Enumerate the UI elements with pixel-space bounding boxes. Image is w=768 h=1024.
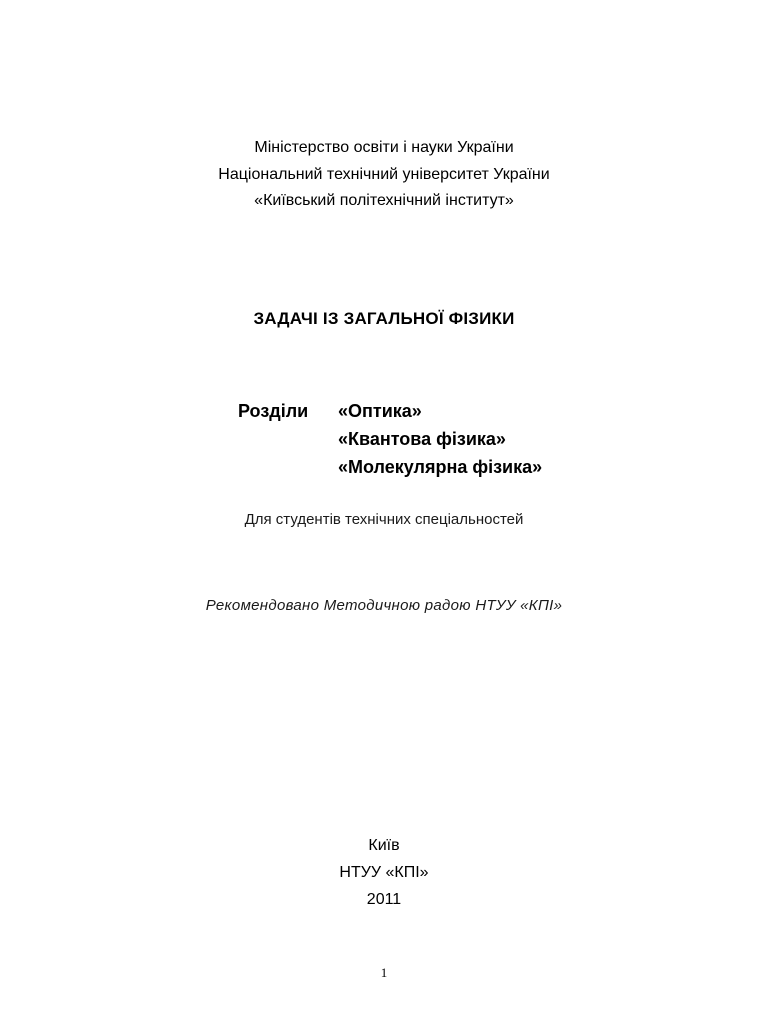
ministry-line: Міністерство освіти і науки України xyxy=(254,139,514,156)
section-item: «Молекулярна фізика» xyxy=(338,457,543,477)
sections-list xyxy=(338,397,542,481)
university-line: Національний технічний університет України xyxy=(218,166,550,183)
section-item: «Квантова фізика» xyxy=(338,429,506,449)
audience-line: Для студентів технічних спеціальностей xyxy=(244,511,524,528)
publisher-line: НТУУ «КПІ» xyxy=(339,864,429,881)
year-line: 2011 xyxy=(366,891,402,908)
page-number: 1 xyxy=(380,965,388,980)
document-title: ЗАДАЧІ ІЗ ЗАГАЛЬНОЇ ФІЗИКИ xyxy=(253,309,515,328)
institute-line: «Київський політехнічний інститут» xyxy=(254,192,514,209)
recommendation-line: Рекомендовано Методичною радою НТУУ «КПІ» xyxy=(205,597,563,614)
city-line: Київ xyxy=(368,837,400,854)
section-item: «Оптика» xyxy=(338,401,422,421)
sections-label: Розділи xyxy=(238,401,309,421)
